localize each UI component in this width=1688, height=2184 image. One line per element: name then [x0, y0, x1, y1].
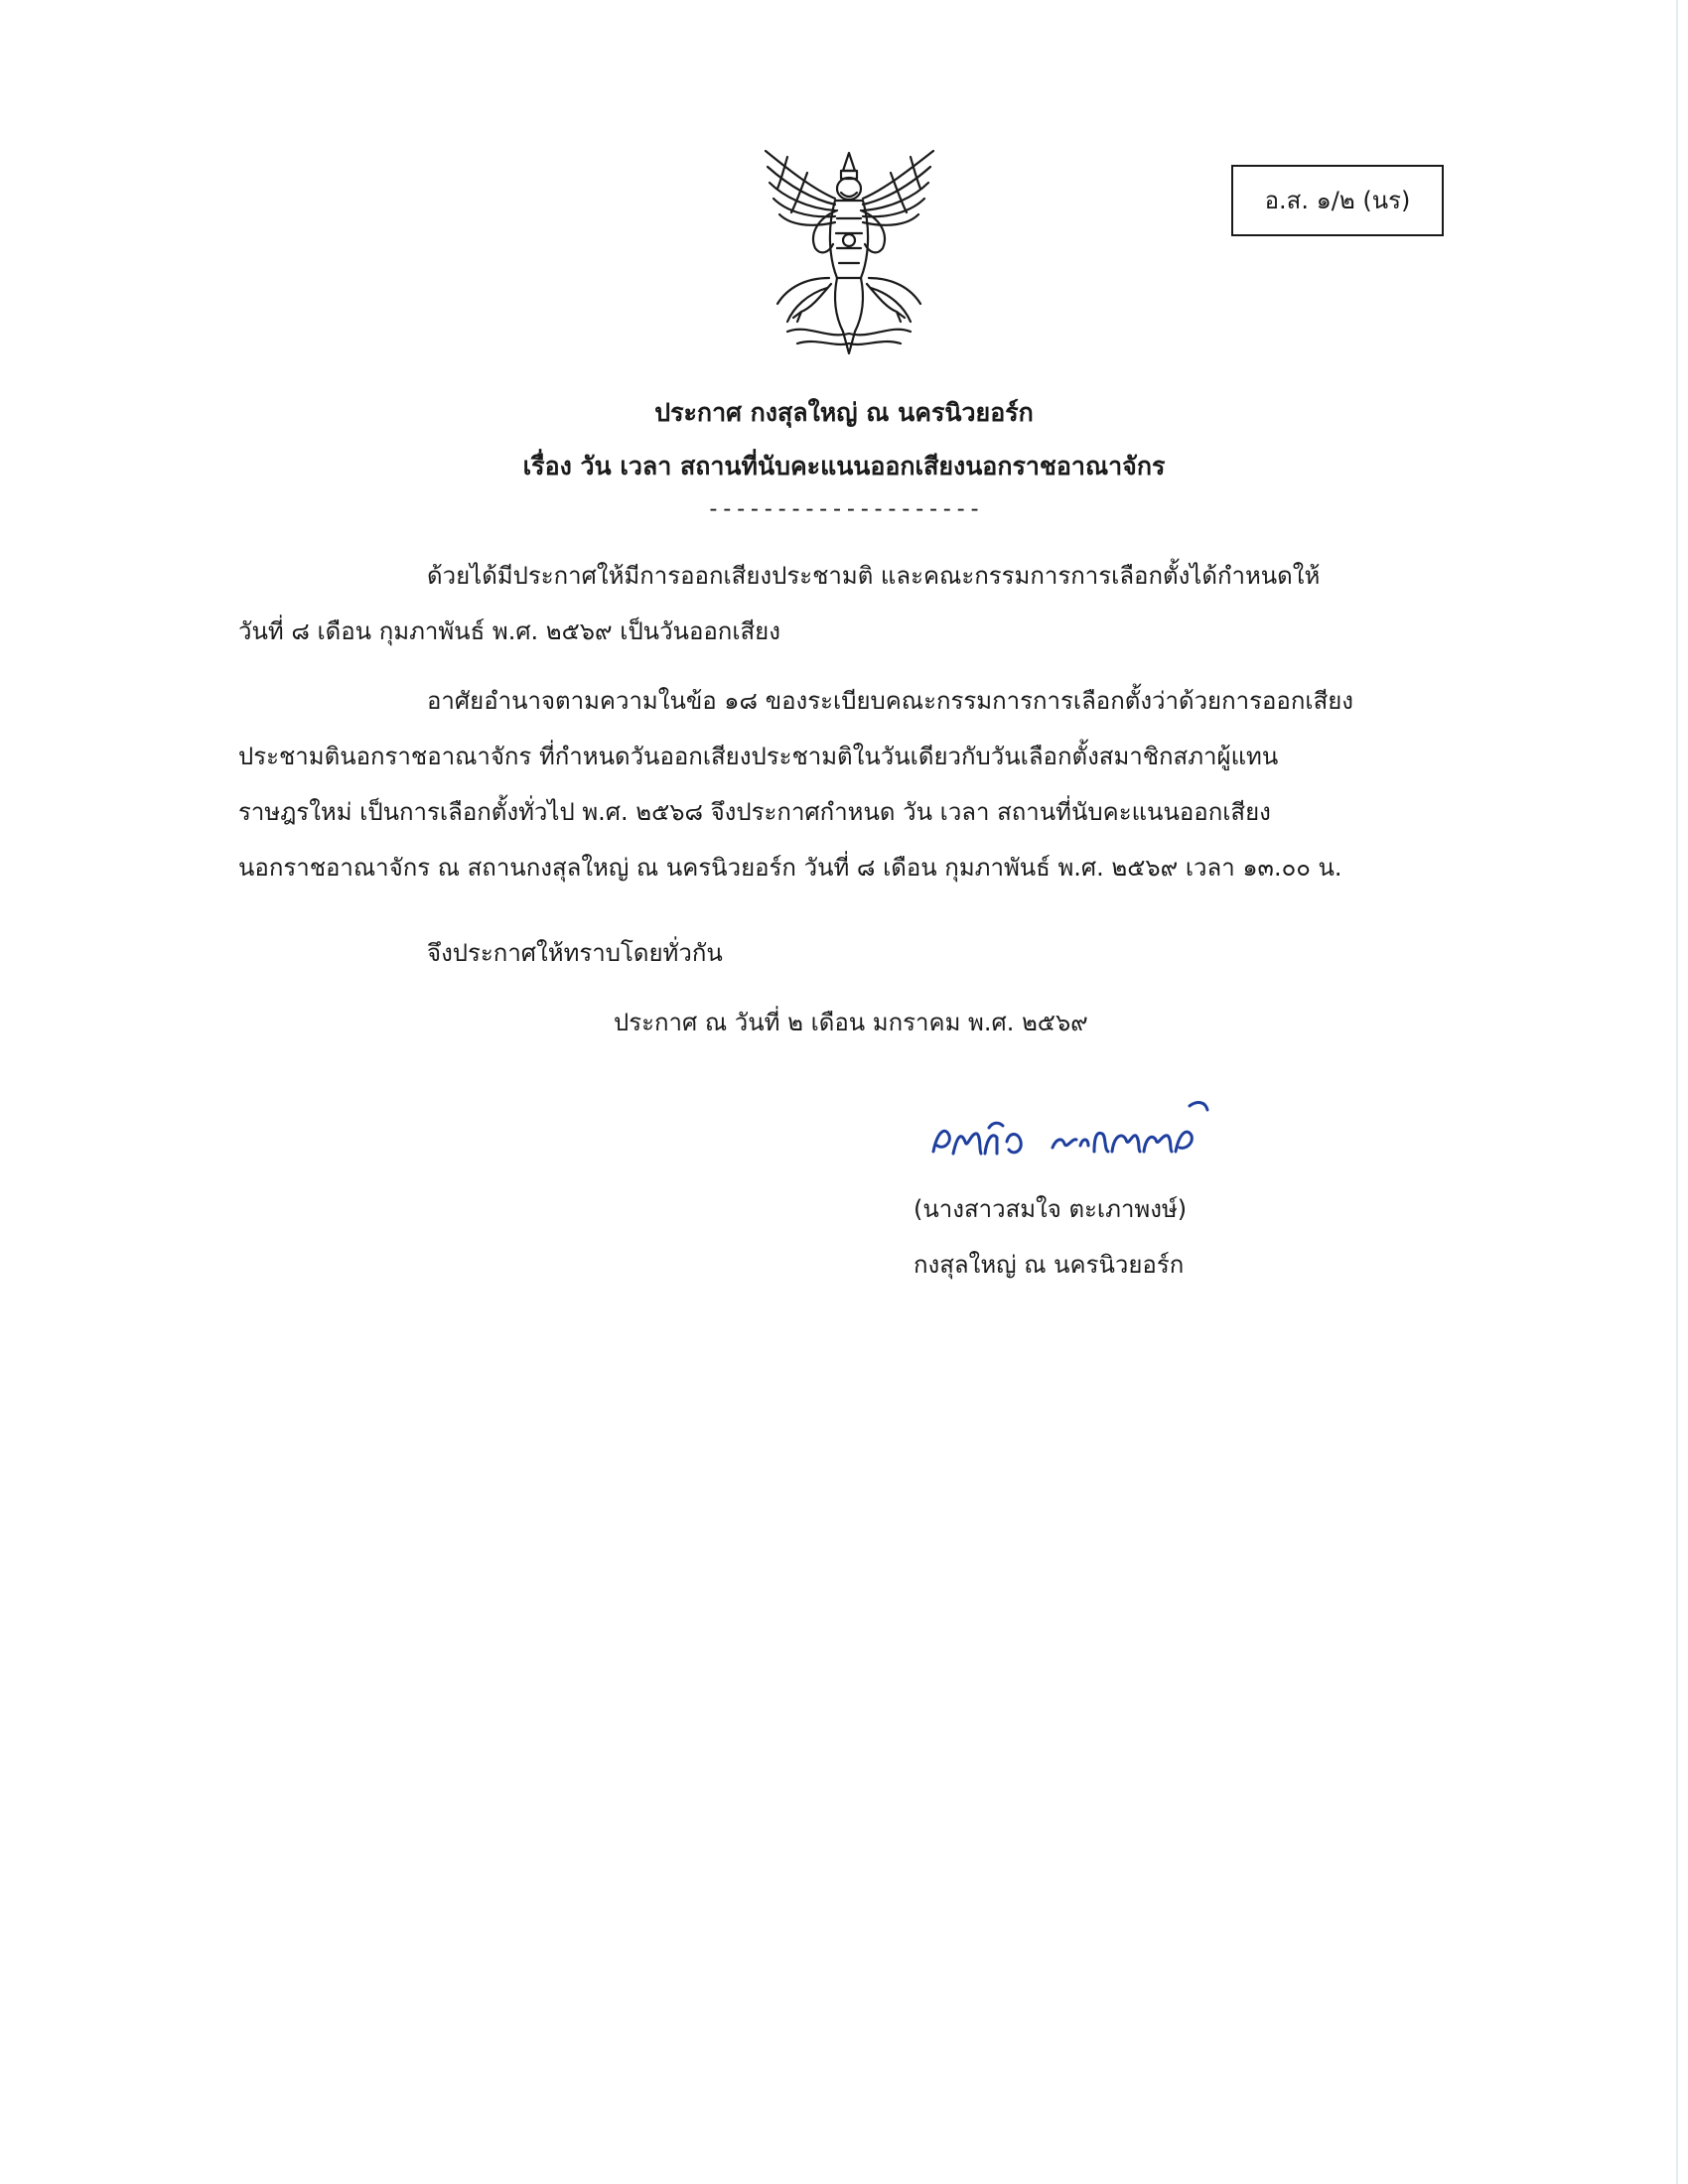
paragraph-1-line-1: ด้วยได้มีประกาศให้มีการออกเสียงประชามติ และคณะกรรมการการเลือกตั้งได้กำหนดให้: [427, 562, 1321, 590]
page-edge-line: [1676, 0, 1678, 2184]
signatory-name: (นางสาวสมใจ ตะเภาพงษ์): [914, 1195, 1188, 1223]
document-title: ประกาศ กงสุลใหญ่ ณ นครนิวยอร์ก: [654, 398, 1034, 427]
handwritten-signature: [923, 1092, 1251, 1181]
paragraph-2-line-1: อาศัยอำนาจตามความในข้อ ๑๘ ของระเบียบคณะกรรมการการเลือกตั้งว่าด้วยการออกเสียง: [427, 687, 1354, 715]
signature-text: สมใจ ตะเภาพงษ์: [923, 1179, 931, 1180]
title-divider: --------------------: [706, 496, 982, 522]
closing-statement: จึงประกาศให้ทราบโดยทั่วกัน: [427, 939, 723, 967]
paragraph-2-line-3: ราษฎรใหม่ เป็นการเลือกตั้งทั่วไป พ.ศ. ๒๕๖๘ จึงประกาศกำหนด วัน เวลา สถานที่นับคะแนนออกเสียง: [238, 798, 1271, 826]
announcement-date: ประกาศ ณ วันที่ ๒ เดือน มกราคม พ.ศ. ๒๕๖๙: [614, 1009, 1088, 1036]
document-subject: เรื่อง วัน เวลา สถานที่นับคะแนนออกเสียงนอกราชอาณาจักร: [522, 452, 1166, 480]
paragraph-2-line-2: ประชามตินอกราชอาณาจักร ที่กำหนดวันออกเสียงประชามติในวันเดียวกับวันเลือกตั้งสมาชิกสภาผู้แทน: [238, 743, 1279, 770]
form-code-box: อ.ส. ๑/๒ (นร): [1231, 165, 1444, 236]
paragraph-2-line-4: นอกราชอาณาจักร ณ สถานกงสุลใหญ่ ณ นครนิวยอร์ก วันที่ ๘ เดือน กุมภาพันธ์ พ.ศ. ๒๕๖๙ เวลา ๑๓.๐๐ น.: [238, 854, 1342, 882]
garuda-emblem-icon: [758, 149, 941, 357]
paragraph-1-line-2: วันที่ ๘ เดือน กุมภาพันธ์ พ.ศ. ๒๕๖๙ เป็นวันออกเสียง: [238, 617, 780, 645]
signatory-position: กงสุลใหญ่ ณ นครนิวยอร์ก: [914, 1251, 1185, 1279]
